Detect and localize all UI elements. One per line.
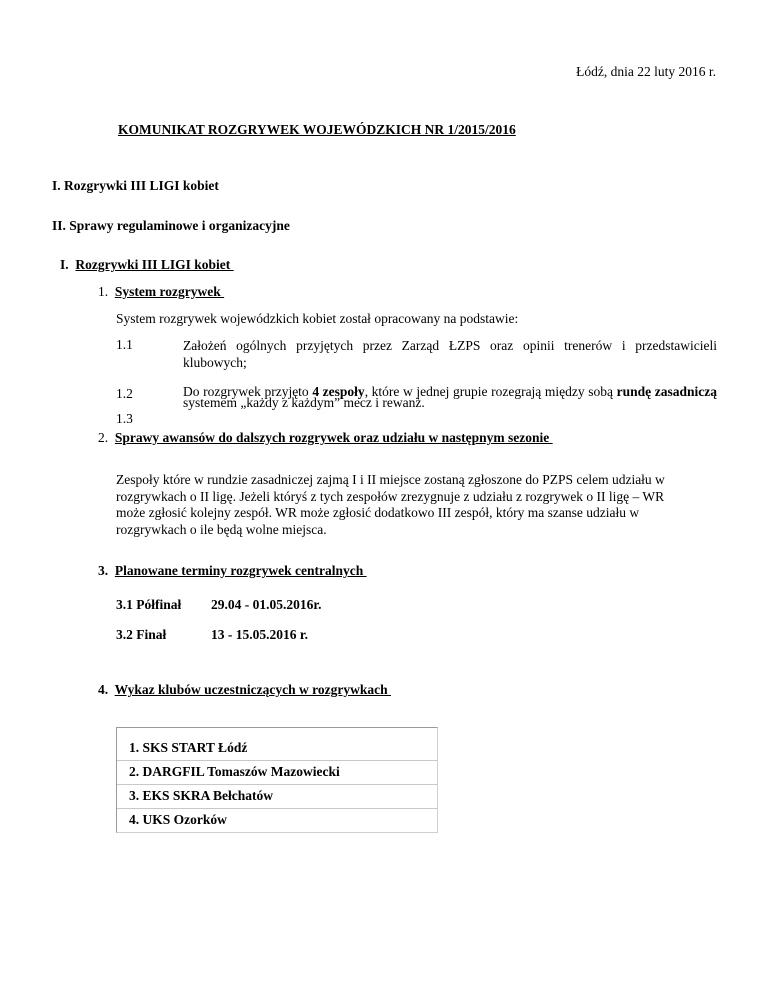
table-row	[117, 760, 437, 785]
club-name: 1. SKS START Łódź	[129, 740, 248, 755]
subsection-2-heading	[98, 430, 553, 446]
schedule-number: 3.2	[116, 627, 133, 642]
item-1-2-text-a: Do rozgrywek przyjęto	[183, 384, 313, 399]
toc-item-2: II. Sprawy regulaminowe i organizacyjne	[52, 218, 290, 233]
club-name: 4. UKS Ozorków	[129, 812, 227, 827]
section-heading-text: Rozgrywki III LIGI kobiet	[75, 257, 234, 272]
toc-item-1: I. Rozgrywki III LIGI kobiet	[52, 178, 219, 193]
item-1-1-text: Założeń ogólnych przyjętych przez Zarząd ŁZPS oraz opinii trenerów i przedstawicieli klubowych;	[183, 338, 717, 370]
schedule-row-semifinal	[116, 597, 181, 613]
table-row	[117, 808, 437, 832]
item-1-2-bold-a: 4 zespoły	[312, 384, 365, 399]
section-heading	[60, 257, 234, 273]
item-1-2-text-c: systemem „każdy z każdym” mecz i rewanż.	[183, 395, 425, 410]
item-1-2-text-b: , które w jednej grupie rozegrają między sobą	[364, 384, 617, 399]
subsection-1-number: 1.	[98, 284, 109, 299]
item-1-2-bold-b: rundę zasadniczą	[616, 384, 718, 399]
item-1-1-number: 1.1	[116, 337, 133, 352]
subsection-2-paragraph: Zespoły które w rundzie zasadniczej zajmą I i II miejsce zostaną zgłoszone do PZPS celem udziału w rozgrywkach o II ligę. Jeżeli któryś z tych zespołów zrezygnuje z udziału z rozgrywek o II ligę – WR może zgłosić kolejny zespół. WR może zgłosić dodatkowo III zespół, który ma szanse udziału w rozgrywkach o ile będą wolne miejsca.	[116, 472, 665, 537]
schedule-number: 3.1	[116, 597, 133, 612]
subsection-2-title: Sprawy awansów do dalszych rozgrywek oraz udziału w następnym sezonie	[114, 430, 553, 445]
club-name: 2. DARGFIL Tomaszów Mazowiecki	[129, 764, 340, 779]
club-name: 3. EKS SKRA Bełchatów	[129, 788, 274, 803]
schedule-label: Półfinał	[136, 597, 182, 612]
subsection-4-heading	[98, 682, 391, 698]
subsection-4-title: Wykaz klubów uczestniczących w rozgrywkach	[114, 682, 391, 697]
subsection-1-title: System rozgrywek	[114, 284, 225, 299]
item-1-2-text	[183, 386, 717, 408]
schedule-label: Finał	[136, 627, 167, 642]
subsection-4-number: 4.	[98, 682, 109, 697]
subsection-3-heading	[98, 563, 367, 579]
schedule-dates-final: 13 - 15.05.2016 r.	[211, 627, 308, 642]
subsection-3-title: Planowane terminy rozgrywek centralnych	[114, 563, 367, 578]
schedule-row-final	[116, 627, 166, 643]
subsection-2-number: 2.	[98, 430, 109, 445]
table-row	[117, 784, 437, 809]
subsection-1-intro: System rozgrywek wojewódzkich kobiet został opracowany na podstawie:	[116, 311, 519, 326]
subsection-1-heading	[98, 284, 224, 300]
table-row	[117, 736, 437, 761]
date-line: Łódź, dnia 22 luty 2016 r.	[576, 64, 716, 79]
section-heading-number: I.	[60, 257, 69, 272]
item-1-2-number: 1.2	[116, 386, 133, 401]
page-title: KOMUNIKAT ROZGRYWEK WOJEWÓDZKICH NR 1/2015/2016	[118, 122, 516, 137]
schedule-dates-semifinal: 29.04 - 01.05.2016r.	[211, 597, 322, 612]
item-1-3-number: 1.3	[116, 411, 133, 426]
clubs-table	[116, 727, 438, 833]
subsection-3-number: 3.	[98, 563, 109, 578]
